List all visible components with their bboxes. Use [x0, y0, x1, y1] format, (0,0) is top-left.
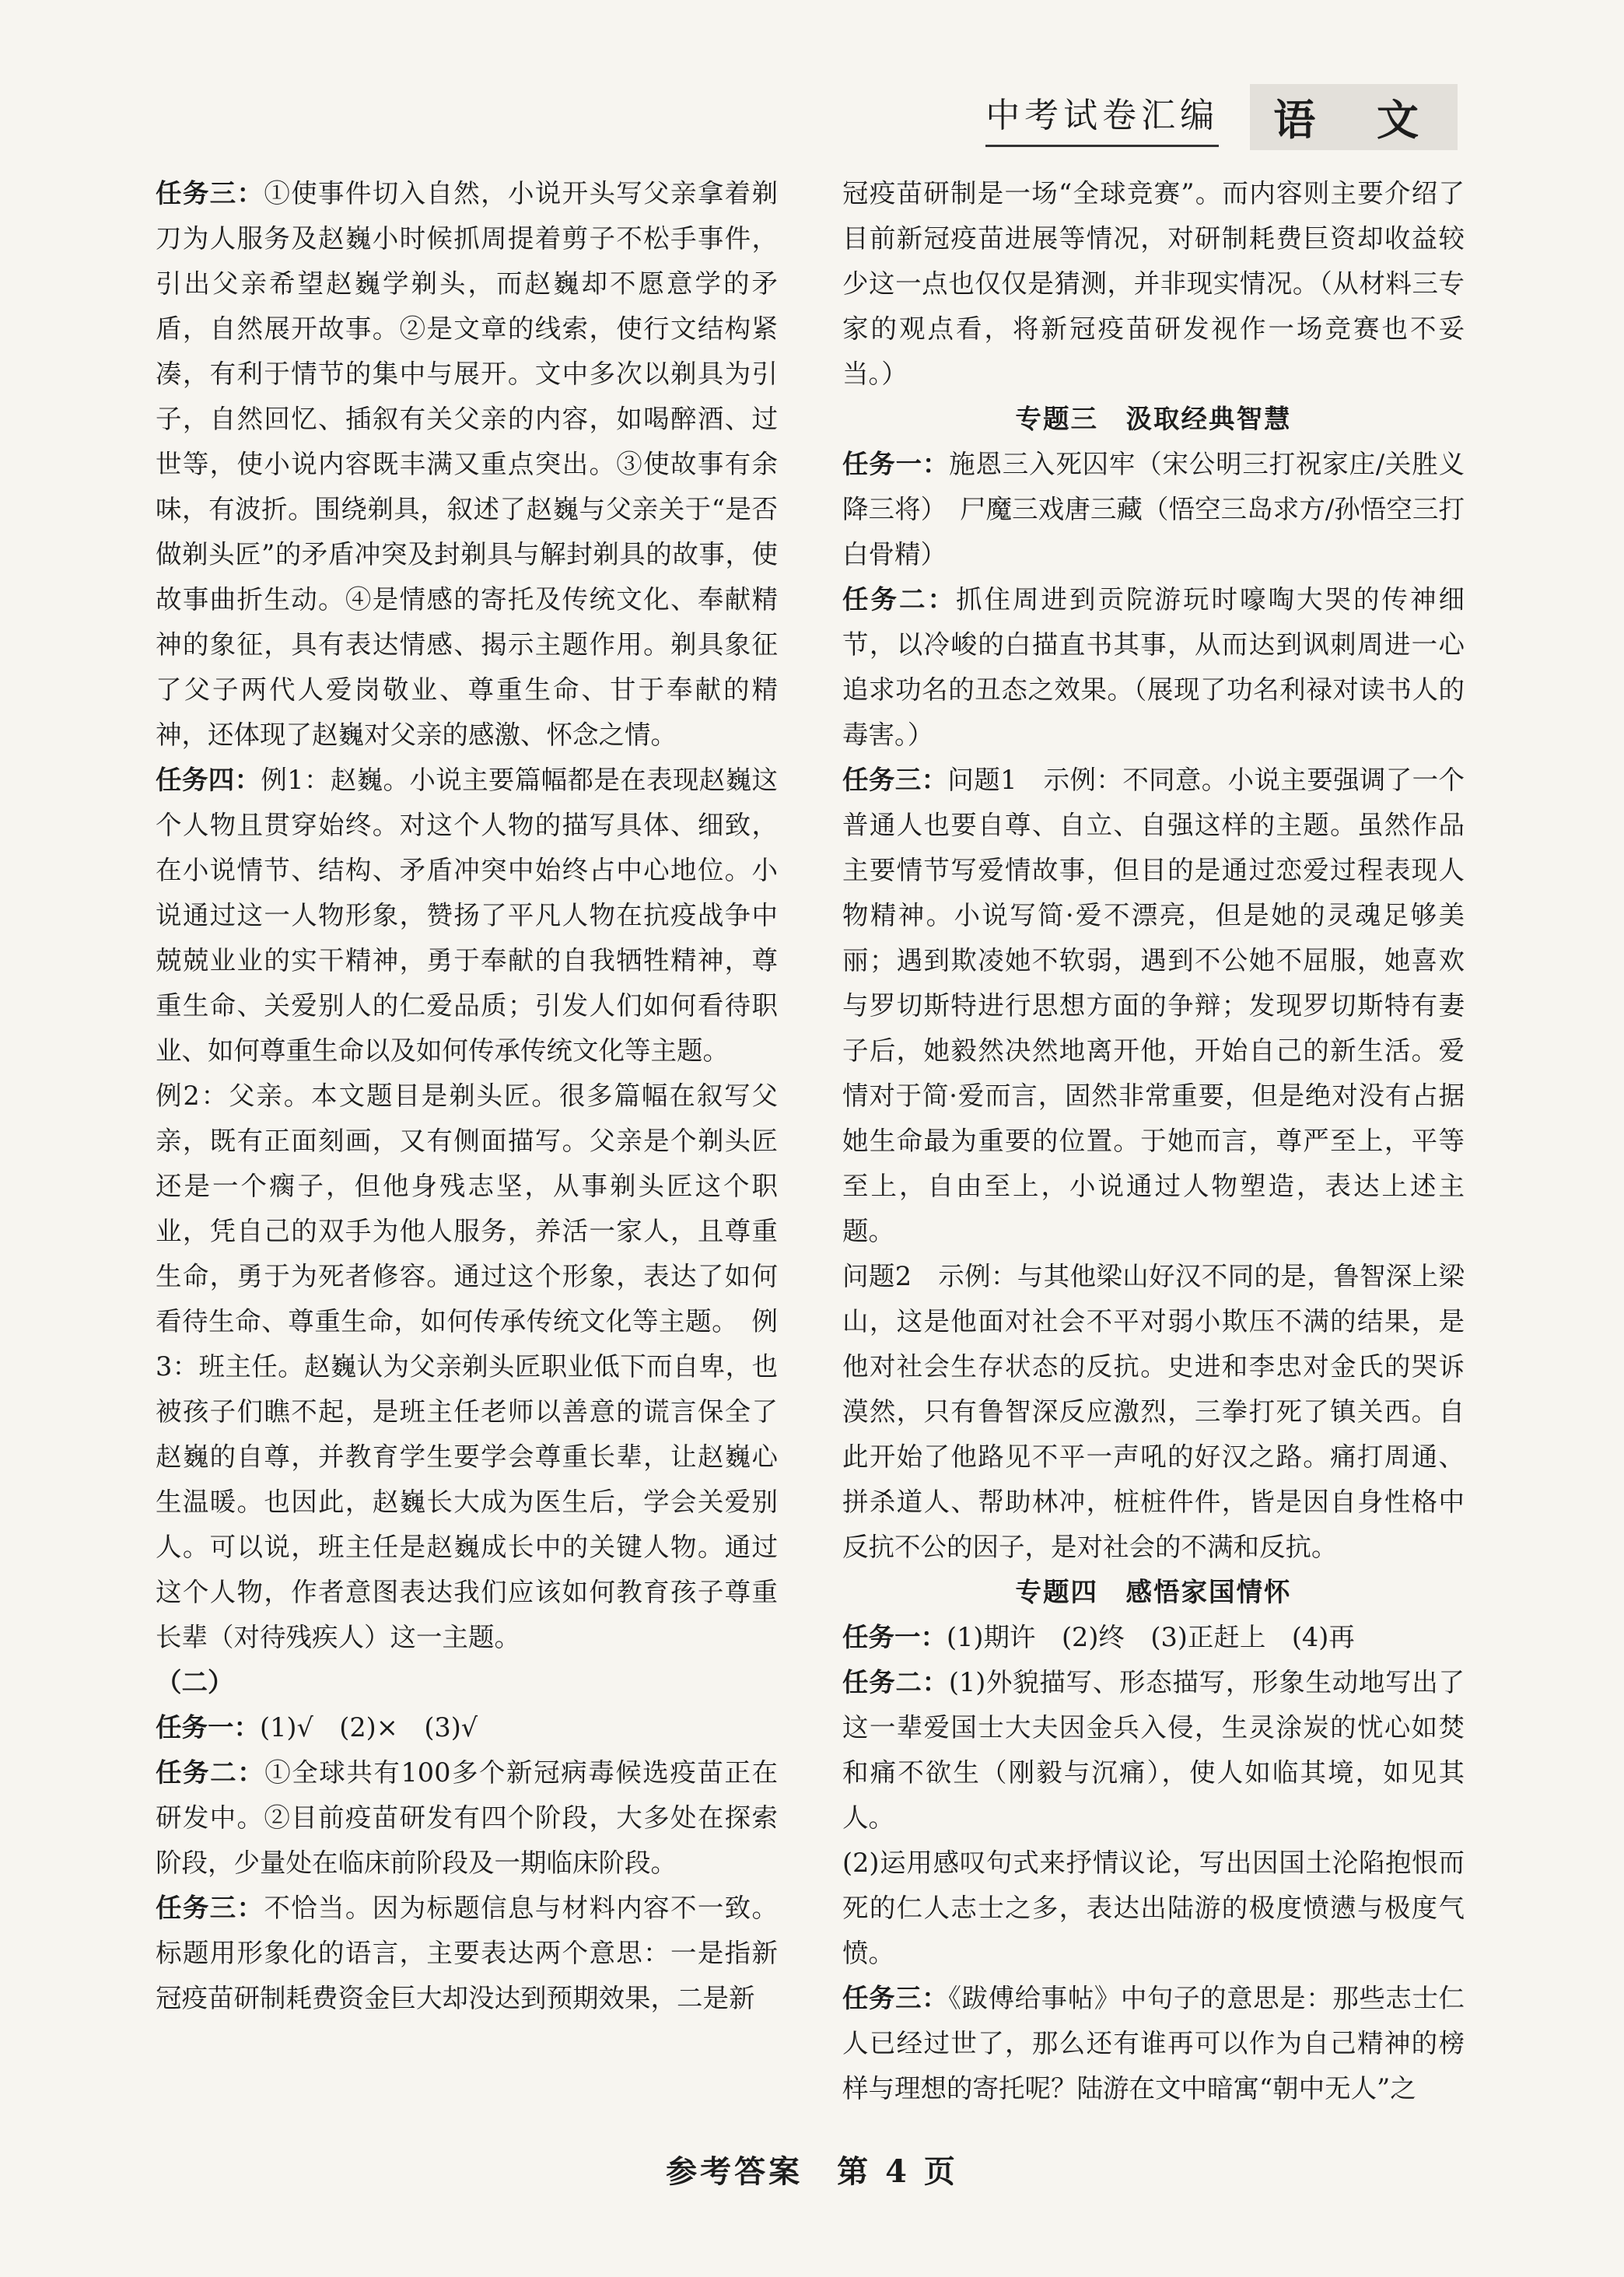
subject-title: 语 文 — [1250, 84, 1458, 150]
left-column — [156, 171, 778, 2021]
paragraph: 任务一：施恩三入死囚牢（宋公明三打祝家庄/关胜义降三将） 尸魔三戏唐三藏（悟空三岛求方/孙悟空三打白骨精） — [842, 449, 1465, 569]
page-header — [985, 84, 1458, 150]
paragraph: 冠疫苗研制是一场“全球竞赛”。而内容则主要介绍了目前新冠疫苗进展等情况，对研制耗费巨资却收益较少这一点也仅仅是猜测，并非现实情况。（从材料三专家的观点看，将新冠疫苗研发视作一场竞赛也不妥当。） — [842, 178, 1465, 389]
paragraph: 任务三：问题1 示例：不同意。小说主要强调了一个普通人也要自尊、自立、自强这样的主题。虽然作品主要情节写爱情故事，但目的是通过恋爱过程表现人物精神。小说写简·爱不漂亮，但是她的灵魂足够美丽；遇到欺凌她不软弱，遇到不公她不屈服，她喜欢与罗切斯特进行思想方面的争辩；发现罗切斯特有妻子后，她毅然决然地离开他，开始自己的新生活。爱情对于简·爱而言，固然非常重要，但是绝对没有占据她生命最为重要的位置。于她而言，尊严至上，平等至上，自由至上，小说通过人物塑造，表达上述主题。 — [842, 765, 1465, 1246]
series-title: 中考试卷汇编 — [985, 87, 1219, 147]
page-footer: 参考答案 第 4 页 — [666, 2153, 958, 2190]
right-column — [842, 171, 1465, 2111]
paragraph: 任务二：抓住周进到贡院游玩时嚎啕大哭的传神细节，以冷峻的白描直书其事，从而达到讽刺周进一心追求功名的丑态之效果。（展现了功名利禄对读书人的毒害。） — [842, 584, 1465, 750]
paragraph: 任务二：(1)外貌描写、形态描写，形象生动地写出了这一辈爱国士大夫因金兵入侵，生灵涂炭的忧心如焚和痛不欲生（刚毅与沉痛），使人如临其境，如见其人。 — [842, 1667, 1465, 1833]
paragraph: 任务二：①全球共有100多个新冠病毒候选疫苗正在研发中。②目前疫苗研发有四个阶段，大多处在探索阶段，少量处在临床前阶段及一期临床阶段。 — [156, 1757, 778, 1878]
paragraph: 任务三：①使事件切入自然，小说开头写父亲拿着剃刀为人服务及赵巍小时候抓周提着剪子不松手事件，引出父亲希望赵巍学剃头，而赵巍却不愿意学的矛盾，自然展开故事。②是文章的线索，使行文结构紧凑，有利于情节的集中与展开。文中多次以剃具为引子，自然回忆、插叙有关父亲的内容，如喝醉酒、过世等，使小说内容既丰满又重点突出。③使故事有余味，有波折。围绕剃具，叙述了赵巍与父亲关于“是否做剃头匠”的矛盾冲突及封剃具与解封剃具的故事，使故事曲折生动。④是情感的寄托及传统文化、奉献精神的象征，具有表达情感、揭示主题作用。剃具象征了父子两代人爱岗敬业、尊重生命、甘于奉献的精神，还体现了赵巍对父亲的感激、怀念之情。 — [156, 178, 779, 750]
paragraph: 问题2 示例：与其他梁山好汉不同的是，鲁智深上梁山，这是他面对社会不平对弱小欺压不满的结果，是他对社会生存状态的反抗。史进和李忠对金氏的哭诉漠然，只有鲁智深反应激烈，三拳打死了镇关西。自此开始了他路见不平一声吼的好汉之路。痛打周通、拼杀道人、帮助林冲，桩桩件件，皆是因自身性格中反抗不公的因子，是对社会的不满和反抗。 — [842, 1261, 1465, 1562]
paragraph: 任务三：《跋傅给事帖》中句子的意思是：那些志士仁人已经过世了，那么还有谁再可以作为自己精神的榜样与理想的寄托呢？陆游在文中暗寓“朝中无人”之 — [842, 1983, 1465, 2104]
paragraph: (2)运用感叹句式来抒情议论，写出因国土沦陷抱恨而死的仁人志士之多，表达出陆游的极度愤懑与极度气愤。 — [842, 1848, 1465, 1968]
section-label: （二） — [156, 1667, 234, 1697]
paragraph: 任务三：不恰当。因为标题信息与材料内容不一致。标题用形象化的语言，主要表达两个意思：一是指新冠疫苗研制耗费资金巨大却没达到预期效果，二是新 — [156, 1893, 779, 2013]
section-heading: 专题三 汲取经典智慧 — [1015, 404, 1292, 434]
paragraph: 例2：父亲。本文题目是剃头匠。很多篇幅在叙写父亲，既有正面刻画，又有侧面描写。父亲是个剃头匠还是一个瘸子，但他身残志坚，从事剃头匠这个职业，凭自己的双手为他人服务，养活一家人，且尊重生命，勇于为死者修容。通过这个形象，表达了如何看待生命、尊重生命，如何传承传统文化等主题。 例3：班主任。赵巍认为父亲剃头匠职业低下而自卑，也被孩子们瞧不起，是班主任老师以善意的谎言保全了赵巍的自尊，并教育学生要学会尊重长辈，让赵巍心生温暖。也因此，赵巍长大成为医生后，学会关爱别人。可以说，班主任是赵巍成长中的关键人物。通过这个人物，作者意图表达我们应该如何教育孩子尊重长辈（对待残疾人）这一主题。 — [156, 1081, 778, 1652]
section-heading: 专题四 感悟家国情怀 — [1015, 1577, 1292, 1607]
paragraph: 任务一：(1)√ (2)× (3)√ — [156, 1712, 478, 1743]
paragraph: 任务一：(1)期许 (2)终 (3)正赶上 (4)再 — [842, 1622, 1355, 1652]
paragraph: 任务四：例1：赵巍。小说主要篇幅都是在表现赵巍这个人物且贯穿始终。对这个人物的描写具体、细致，在小说情节、结构、矛盾冲突中始终占中心地位。小说通过这一人物形象，赞扬了平凡人物在抗疫战争中兢兢业业的实干精神，勇于奉献的自我牺牲精神，尊重生命、关爱别人的仁爱品质；引发人们如何看待职业、如何尊重生命以及如何传承传统文化等主题。 — [156, 765, 778, 1066]
